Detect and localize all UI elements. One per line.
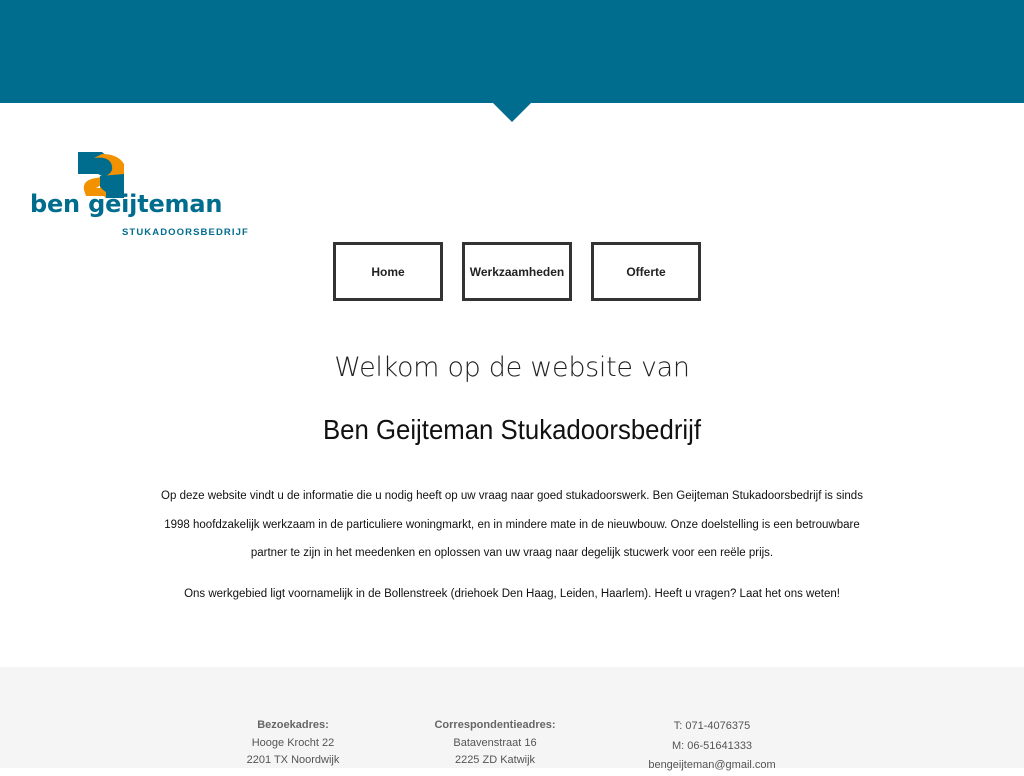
nav-offerte-button[interactable]: Offerte: [591, 242, 701, 301]
region-text: Ons werkgebied ligt voornamelijk in de Bollenstreek (driehoek Den Haag, Leiden, Haarlem). Heeft u vragen? Laat het ons weten!: [184, 588, 840, 600]
intro-text: Op deze website vindt u de informatie die u nodig heeft op uw vraag naar goed stukadoorswerk. Ben Geijteman Stukadoorsbedrijf is sinds 1998 hoofdzakelijk werkzaam in de particuliere woningmarkt, en in mindere mate in de nieuwbouw. Onze doelstelling is een betrouwbare partner te zijn in het meedenken en oplossen van uw vraag naar degelijk stucwerk voor een reële prijs.: [161, 490, 863, 559]
footer-visit-address: [193, 717, 393, 770]
footer-mail-address: [395, 717, 595, 770]
mail-address-city: 2225 ZD Katwijk: [454, 754, 536, 766]
footer-contact: [612, 717, 812, 776]
visit-address-city: 2201 TX Noordwijk: [246, 754, 340, 766]
visit-address-heading: Bezoekadres:: [257, 719, 329, 731]
contact-mobile[interactable]: M: 06-51641333: [671, 739, 753, 752]
nav-home-button[interactable]: Home: [333, 242, 443, 301]
contact-email-link[interactable]: bengeijteman@gmail.com: [648, 759, 776, 771]
main-nav: [333, 242, 701, 301]
footer: [0, 667, 1024, 771]
welcome-heading: Welkom op de website van: [334, 352, 690, 383]
header-notch: [492, 102, 532, 122]
contact-phone[interactable]: T: 071-4076375: [673, 720, 751, 732]
logo-name: ben geijteman: [30, 190, 223, 218]
nav-werkzaamheden-button[interactable]: Werkzaamheden: [462, 242, 572, 301]
header-bar: [0, 0, 1024, 103]
logo-tagline: STUKADOORSBEDRIJF: [122, 227, 249, 238]
logo[interactable]: [30, 150, 249, 242]
mail-address-street: Batavenstraat 16: [453, 736, 537, 749]
mail-address-heading: Correspondentieadres:: [434, 719, 556, 731]
visit-address-street: Hooge Krocht 22: [251, 736, 335, 749]
company-heading: Ben Geijteman Stukadoorsbedrijf: [322, 414, 702, 445]
